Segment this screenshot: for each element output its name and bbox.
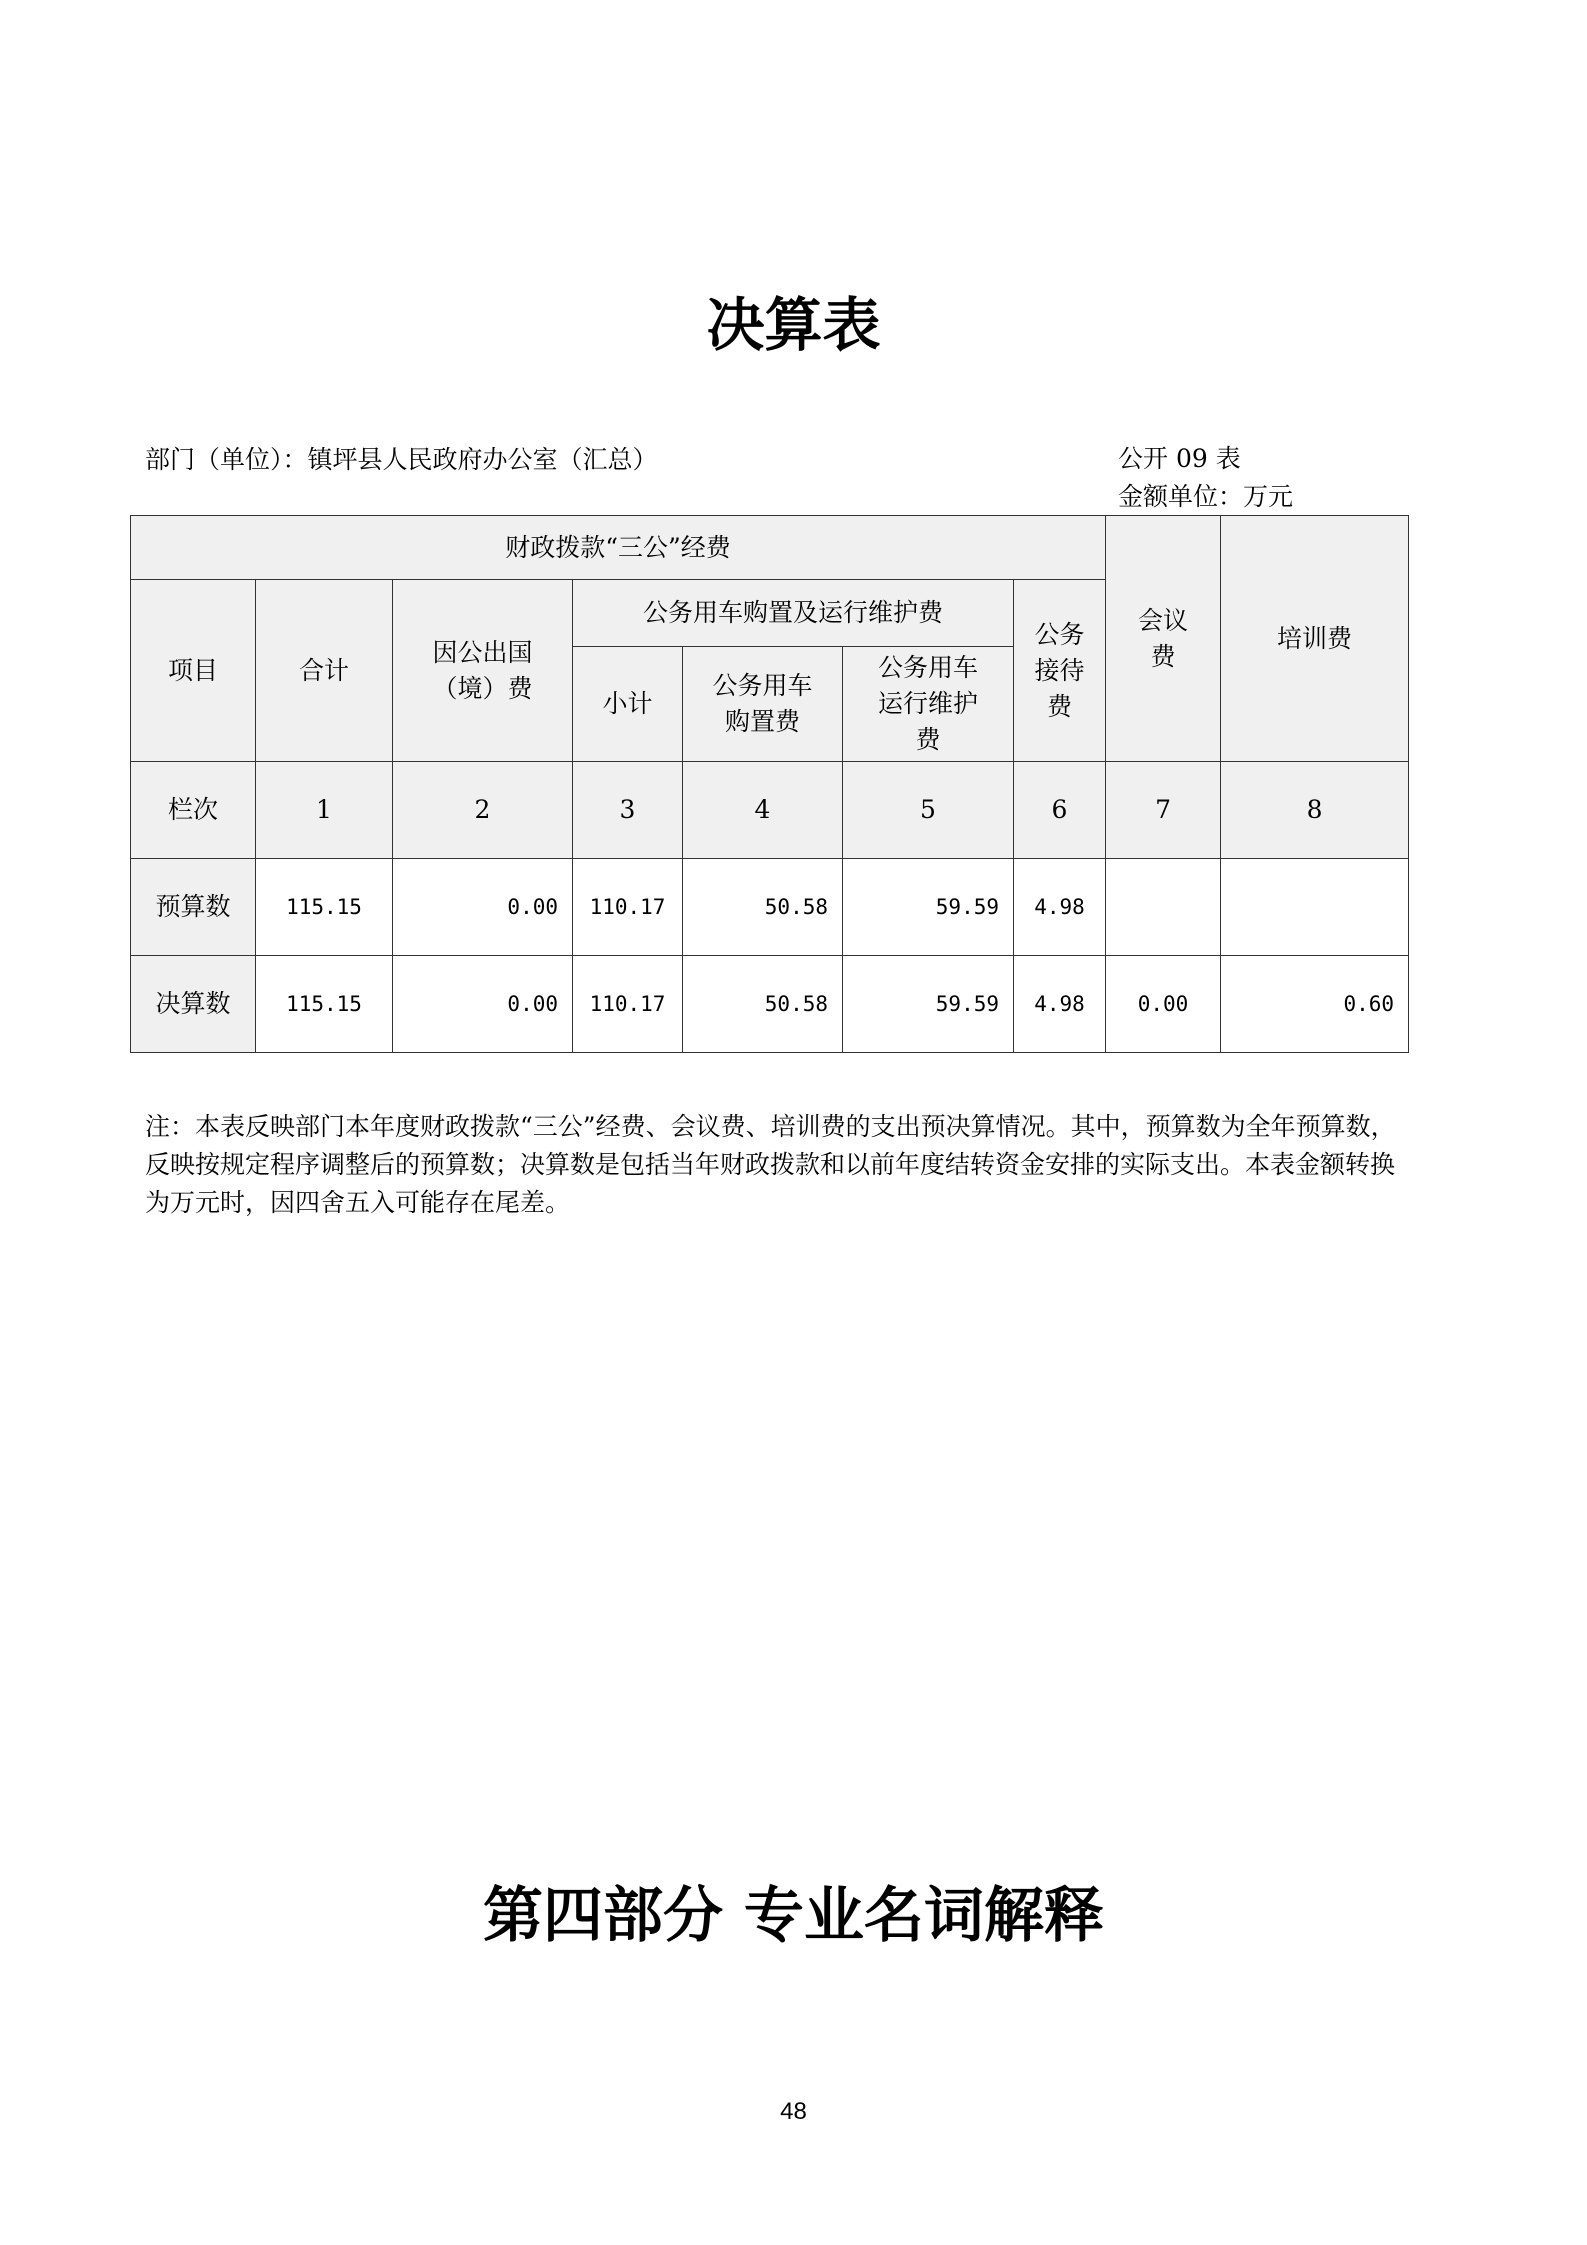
amount-unit: 金额单位：万元: [1118, 482, 1294, 511]
table-cell: 115.15: [256, 859, 393, 956]
table-cell: 0.00: [1106, 956, 1221, 1053]
index-cell: 6: [1014, 762, 1106, 859]
table-cell: [1106, 859, 1221, 956]
index-cell: 1: [256, 762, 393, 859]
table-row: [131, 956, 1409, 1053]
index-cell: 7: [1106, 762, 1221, 859]
table-cell: 110.17: [573, 859, 683, 956]
header-meeting: 会议费: [1106, 516, 1221, 762]
table-cell: 50.58: [683, 956, 843, 1053]
table-cell: 0.60: [1221, 956, 1409, 1053]
header-total: 合计: [256, 580, 393, 762]
table-cell: [1221, 859, 1409, 956]
header-training: 培训费: [1221, 516, 1409, 762]
header-item: 项目: [131, 580, 256, 762]
header-reception: 公务接待费: [1014, 580, 1106, 762]
section-title: 第四部分 专业名词解释: [483, 1881, 1104, 1951]
table-note: 注：本表反映部门本年度财政拨款“三公”经费、会议费、培训费的支出预决算情况。其中，预算数为全年预算数，反映按规定程序调整后的预算数；决算数是包括当年财政拨款和以前年度结转资金安排的实际支出。本表金额转换为万元时，因四舍五入可能存在尾差。: [145, 1112, 1396, 1217]
index-cell: 8: [1221, 762, 1409, 859]
table-cell: 0.00: [393, 859, 573, 956]
form-number: 公开 09 表: [1118, 444, 1241, 473]
department-label: 部门（单位）：镇坪县人民政府办公室（汇总）: [145, 445, 658, 474]
group-header-cell: 财政拨款“三公”经费: [131, 516, 1106, 580]
table-header-row: [131, 516, 1409, 580]
table-cell: 110.17: [573, 956, 683, 1053]
row-label: 栏次: [131, 762, 256, 859]
three-public-expenses-table: [130, 515, 1409, 1053]
table-cell: 0.00: [393, 956, 573, 1053]
table-cell: 4.98: [1014, 859, 1106, 956]
header-vehicle-operation: 公务用车运行维护费: [843, 647, 1014, 762]
header-abroad: 因公出国（境）费: [393, 580, 573, 762]
form-meta: [1118, 440, 1293, 516]
table-row: [131, 859, 1409, 956]
page-number: 48: [780, 2098, 807, 2125]
table-cell: 4.98: [1014, 956, 1106, 1053]
index-cell: 4: [683, 762, 843, 859]
table-cell: 59.59: [843, 859, 1014, 956]
table-cell: 115.15: [256, 956, 393, 1053]
table-row: [131, 762, 1409, 859]
index-cell: 5: [843, 762, 1014, 859]
page-title: 决算表: [706, 291, 881, 359]
row-label: 预算数: [131, 859, 256, 956]
index-cell: 2: [393, 762, 573, 859]
table-cell: 50.58: [683, 859, 843, 956]
header-subtotal: 小计: [573, 647, 683, 762]
header-vehicle-purchase: 公务用车购置费: [683, 647, 843, 762]
row-label: 决算数: [131, 956, 256, 1053]
header-vehicle-group: 公务用车购置及运行维护费: [573, 580, 1014, 647]
table-cell: 59.59: [843, 956, 1014, 1053]
index-cell: 3: [573, 762, 683, 859]
